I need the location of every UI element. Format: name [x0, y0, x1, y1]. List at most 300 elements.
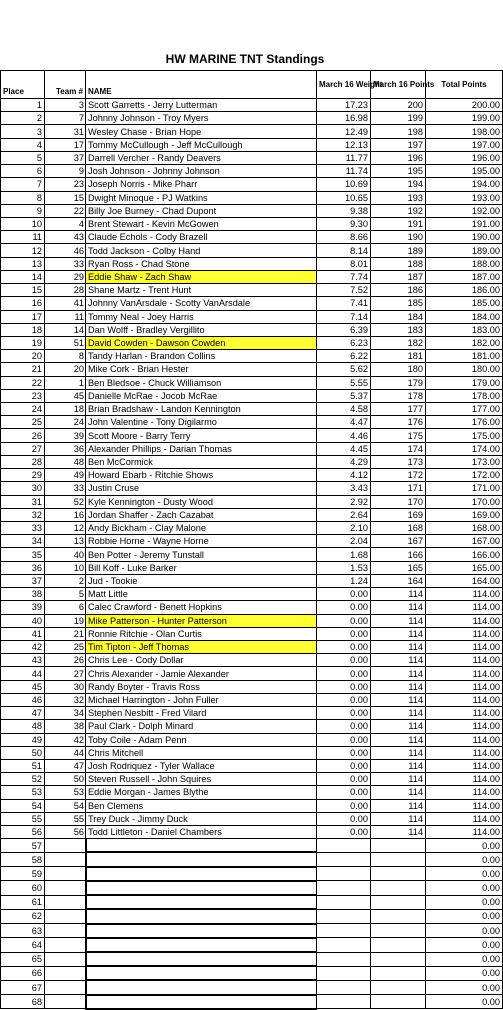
weight-cell: 0.00 [317, 667, 371, 680]
total-cell: 187.00 [426, 270, 503, 283]
points-cell [371, 952, 426, 966]
name-cell: Justin Cruse [86, 482, 317, 495]
weight-cell: 5.62 [317, 363, 371, 376]
weight-cell: 1.68 [317, 548, 371, 561]
name-cell: Eddie Morgan - James Blythe [86, 786, 317, 799]
header-name: NAME [86, 71, 317, 99]
points-cell: 114 [371, 746, 426, 759]
team-cell: 9 [45, 165, 86, 178]
table-row [1, 574, 503, 587]
place-cell: 49 [1, 733, 45, 746]
name-cell: Todd Littleton - Daniel Chambers [86, 826, 317, 839]
place-cell: 17 [1, 310, 45, 323]
table-row [1, 867, 503, 881]
points-cell [371, 938, 426, 952]
points-cell: 182 [371, 336, 426, 349]
weight-cell: 0.00 [317, 707, 371, 720]
name-cell: Chris Mitchell [86, 746, 317, 759]
name-cell: Eddie Shaw - Zach Shaw [86, 270, 317, 283]
table-row [1, 548, 503, 561]
team-cell: 54 [45, 799, 86, 812]
points-cell [371, 980, 426, 994]
total-cell: 0.00 [426, 852, 503, 866]
place-cell: 46 [1, 693, 45, 706]
place-cell: 54 [1, 799, 45, 812]
points-cell: 177 [371, 403, 426, 416]
points-cell: 114 [371, 812, 426, 825]
weight-cell: 7.41 [317, 297, 371, 310]
points-cell: 170 [371, 495, 426, 508]
place-cell: 11 [1, 231, 45, 244]
team-cell: 7 [45, 112, 86, 125]
weight-cell: 8.01 [317, 257, 371, 270]
name-cell: Darrell Vercher - Randy Deavers [86, 151, 317, 164]
weight-cell: 1.24 [317, 574, 371, 587]
weight-cell [317, 952, 371, 966]
team-cell: 8 [45, 350, 86, 363]
table-row [1, 839, 503, 853]
points-cell [371, 995, 426, 1009]
table-row [1, 284, 503, 297]
points-cell: 172 [371, 469, 426, 482]
weight-cell: 10.65 [317, 191, 371, 204]
total-cell: 114.00 [426, 720, 503, 733]
team-cell [45, 839, 86, 853]
weight-cell [317, 909, 371, 923]
points-cell: 185 [371, 297, 426, 310]
team-cell: 51 [45, 336, 86, 349]
total-cell: 0.00 [426, 924, 503, 938]
total-cell: 165.00 [426, 561, 503, 574]
place-cell: 52 [1, 773, 45, 786]
table-row [1, 759, 503, 772]
table-row [1, 125, 503, 138]
points-cell [371, 867, 426, 881]
points-cell: 114 [371, 826, 426, 839]
table-row [1, 99, 503, 112]
points-cell [371, 852, 426, 866]
total-cell: 0.00 [426, 881, 503, 895]
team-cell: 53 [45, 786, 86, 799]
total-cell: 172.00 [426, 469, 503, 482]
header-place: Place [1, 71, 45, 99]
weight-cell: 2.04 [317, 535, 371, 548]
table-row [1, 680, 503, 693]
table-row [1, 323, 503, 336]
place-cell: 9 [1, 204, 45, 217]
total-cell: 168.00 [426, 522, 503, 535]
points-cell: 114 [371, 759, 426, 772]
weight-cell: 7.52 [317, 284, 371, 297]
name-cell: Chris Alexander - Jamie Alexander [86, 667, 317, 680]
points-cell: 181 [371, 350, 426, 363]
table-row [1, 980, 503, 994]
weight-cell: 0.00 [317, 614, 371, 627]
place-cell: 22 [1, 376, 45, 389]
total-cell: 198.00 [426, 125, 503, 138]
table-row [1, 924, 503, 938]
total-cell: 195.00 [426, 165, 503, 178]
table-row [1, 138, 503, 151]
weight-cell [317, 881, 371, 895]
standings-table [0, 70, 503, 1010]
weight-cell: 4.58 [317, 403, 371, 416]
team-cell: 26 [45, 654, 86, 667]
table-row [1, 217, 503, 230]
total-cell: 189.00 [426, 244, 503, 257]
total-cell: 0.00 [426, 995, 503, 1009]
weight-cell: 17.23 [317, 99, 371, 112]
weight-cell: 16.98 [317, 112, 371, 125]
points-cell: 188 [371, 257, 426, 270]
points-cell: 193 [371, 191, 426, 204]
team-cell [45, 881, 86, 895]
weight-cell: 0.00 [317, 786, 371, 799]
name-cell: Paul Clark - Dolph Minard [86, 720, 317, 733]
total-cell: 0.00 [426, 909, 503, 923]
name-cell: Ryan Ross - Chad Stone [86, 257, 317, 270]
place-cell: 7 [1, 178, 45, 191]
points-cell: 191 [371, 217, 426, 230]
points-cell: 186 [371, 284, 426, 297]
weight-cell: 10.69 [317, 178, 371, 191]
table-row [1, 561, 503, 574]
name-cell: Claude Echols - Cody Brazell [86, 231, 317, 244]
points-cell: 175 [371, 429, 426, 442]
table-row [1, 654, 503, 667]
table-row [1, 812, 503, 825]
total-cell: 0.00 [426, 839, 503, 853]
weight-cell [317, 839, 371, 853]
place-cell: 41 [1, 627, 45, 640]
weight-cell: 0.00 [317, 640, 371, 653]
table-row [1, 416, 503, 429]
name-cell: Alexander Phillips - Darian Thomas [86, 442, 317, 455]
name-cell [86, 881, 317, 895]
name-cell: Michael Harrington - John Fuller [86, 693, 317, 706]
header-weight: March 16 Weight [317, 71, 371, 99]
weight-cell: 0.00 [317, 627, 371, 640]
header-team: Team # [45, 71, 86, 99]
name-cell [86, 966, 317, 980]
weight-cell: 4.29 [317, 455, 371, 468]
table-row [1, 310, 503, 323]
place-cell: 51 [1, 759, 45, 772]
total-cell: 190.00 [426, 231, 503, 244]
team-cell: 56 [45, 826, 86, 839]
place-cell: 35 [1, 548, 45, 561]
total-cell: 199.00 [426, 112, 503, 125]
team-cell: 30 [45, 680, 86, 693]
points-cell [371, 839, 426, 853]
name-cell: Josh Rodriquez - Tyler Wallace [86, 759, 317, 772]
name-cell: Stephen Nesbitt - Fred Vilard [86, 707, 317, 720]
team-cell [45, 980, 86, 994]
weight-cell: 8.66 [317, 231, 371, 244]
points-cell: 114 [371, 627, 426, 640]
points-cell: 195 [371, 165, 426, 178]
points-cell: 183 [371, 323, 426, 336]
points-cell: 187 [371, 270, 426, 283]
total-cell: 114.00 [426, 640, 503, 653]
place-cell: 19 [1, 336, 45, 349]
total-cell: 193.00 [426, 191, 503, 204]
name-cell: Dwight Minoque - PJ Watkins [86, 191, 317, 204]
name-cell: Bill Koff - Luke Barker [86, 561, 317, 574]
place-cell: 23 [1, 389, 45, 402]
place-cell: 57 [1, 839, 45, 853]
place-cell: 63 [1, 924, 45, 938]
total-cell: 114.00 [426, 667, 503, 680]
team-cell: 45 [45, 389, 86, 402]
place-cell: 5 [1, 151, 45, 164]
table-row [1, 640, 503, 653]
points-cell: 114 [371, 720, 426, 733]
weight-cell [317, 924, 371, 938]
place-cell: 28 [1, 455, 45, 468]
weight-cell: 2.10 [317, 522, 371, 535]
weight-cell: 3.43 [317, 482, 371, 495]
name-cell [86, 980, 317, 994]
total-cell: 194.00 [426, 178, 503, 191]
total-cell: 114.00 [426, 654, 503, 667]
place-cell: 12 [1, 244, 45, 257]
team-cell: 4 [45, 217, 86, 230]
team-cell: 11 [45, 310, 86, 323]
table-row [1, 376, 503, 389]
total-cell: 114.00 [426, 693, 503, 706]
name-cell: Todd Jackson - Colby Hand [86, 244, 317, 257]
place-cell: 15 [1, 284, 45, 297]
team-cell: 2 [45, 574, 86, 587]
points-cell: 184 [371, 310, 426, 323]
weight-cell [317, 995, 371, 1009]
table-row [1, 151, 503, 164]
weight-cell: 0.00 [317, 601, 371, 614]
team-cell: 12 [45, 522, 86, 535]
total-cell: 166.00 [426, 548, 503, 561]
table-row [1, 952, 503, 966]
name-cell: Toby Coile - Adam Penn [86, 733, 317, 746]
team-cell: 34 [45, 707, 86, 720]
points-cell: 171 [371, 482, 426, 495]
table-row [1, 895, 503, 909]
table-row [1, 336, 503, 349]
weight-cell: 7.74 [317, 270, 371, 283]
points-cell: 114 [371, 601, 426, 614]
weight-cell: 12.13 [317, 138, 371, 151]
weight-cell: 5.37 [317, 389, 371, 402]
name-cell [86, 839, 317, 853]
team-cell: 48 [45, 455, 86, 468]
team-cell [45, 852, 86, 866]
total-cell: 167.00 [426, 535, 503, 548]
place-cell: 66 [1, 966, 45, 980]
place-cell: 2 [1, 112, 45, 125]
points-cell: 196 [371, 151, 426, 164]
team-cell: 50 [45, 773, 86, 786]
page-title: HW MARINE TNT Standings [165, 52, 325, 66]
total-cell: 114.00 [426, 786, 503, 799]
weight-cell: 7.14 [317, 310, 371, 323]
place-cell: 4 [1, 138, 45, 151]
table-row [1, 746, 503, 759]
points-cell: 168 [371, 522, 426, 535]
team-cell: 38 [45, 720, 86, 733]
total-cell: 114.00 [426, 707, 503, 720]
points-cell: 114 [371, 693, 426, 706]
total-cell: 0.00 [426, 938, 503, 952]
table-row [1, 191, 503, 204]
weight-cell: 0.00 [317, 759, 371, 772]
name-cell: Andy Bickham - Clay Malone [86, 522, 317, 535]
points-cell: 114 [371, 680, 426, 693]
name-cell: Trey Duck - Jimmy Duck [86, 812, 317, 825]
weight-cell: 2.64 [317, 508, 371, 521]
table-row [1, 707, 503, 720]
team-cell: 22 [45, 204, 86, 217]
name-cell [86, 909, 317, 923]
points-cell: 165 [371, 561, 426, 574]
team-cell: 25 [45, 640, 86, 653]
team-cell: 19 [45, 614, 86, 627]
name-cell: Shane Martz - Trent Hunt [86, 284, 317, 297]
points-cell: 114 [371, 733, 426, 746]
team-cell: 23 [45, 178, 86, 191]
team-cell: 21 [45, 627, 86, 640]
weight-cell: 0.00 [317, 693, 371, 706]
place-cell: 40 [1, 614, 45, 627]
weight-cell: 11.77 [317, 151, 371, 164]
weight-cell: 6.39 [317, 323, 371, 336]
table-row [1, 720, 503, 733]
team-cell: 15 [45, 191, 86, 204]
team-cell: 18 [45, 403, 86, 416]
total-cell: 191.00 [426, 217, 503, 230]
weight-cell: 1.53 [317, 561, 371, 574]
place-cell: 37 [1, 574, 45, 587]
weight-cell: 11.74 [317, 165, 371, 178]
place-cell: 39 [1, 601, 45, 614]
points-cell: 114 [371, 614, 426, 627]
table-row [1, 826, 503, 839]
total-cell: 114.00 [426, 614, 503, 627]
total-cell: 175.00 [426, 429, 503, 442]
place-cell: 60 [1, 881, 45, 895]
name-cell: Robbie Horne - Wayne Horne [86, 535, 317, 548]
place-cell: 30 [1, 482, 45, 495]
total-cell: 114.00 [426, 746, 503, 759]
name-cell: Billy Joe Burney - Chad Dupont [86, 204, 317, 217]
team-cell [45, 895, 86, 909]
points-cell: 166 [371, 548, 426, 561]
name-cell: Randy Boyter - Travis Ross [86, 680, 317, 693]
place-cell: 50 [1, 746, 45, 759]
table-row [1, 786, 503, 799]
place-cell: 36 [1, 561, 45, 574]
weight-cell: 4.47 [317, 416, 371, 429]
points-cell: 176 [371, 416, 426, 429]
name-cell [86, 952, 317, 966]
total-cell: 114.00 [426, 680, 503, 693]
team-cell [45, 938, 86, 952]
name-cell: Tommy Neal - Joey Harris [86, 310, 317, 323]
total-cell: 182.00 [426, 336, 503, 349]
table-row [1, 403, 503, 416]
team-cell: 1 [45, 376, 86, 389]
total-cell: 200.00 [426, 99, 503, 112]
total-cell: 114.00 [426, 588, 503, 601]
points-cell [371, 966, 426, 980]
table-row [1, 522, 503, 535]
weight-cell: 0.00 [317, 773, 371, 786]
name-cell: David Cowden - Dawson Cowden [86, 336, 317, 349]
place-cell: 42 [1, 640, 45, 653]
total-cell: 177.00 [426, 403, 503, 416]
table-row [1, 909, 503, 923]
name-cell [86, 995, 317, 1009]
table-row [1, 270, 503, 283]
team-cell: 46 [45, 244, 86, 257]
total-cell: 186.00 [426, 284, 503, 297]
weight-cell: 0.00 [317, 588, 371, 601]
place-cell: 3 [1, 125, 45, 138]
weight-cell [317, 938, 371, 952]
points-cell: 179 [371, 376, 426, 389]
points-cell: 167 [371, 535, 426, 548]
place-cell: 45 [1, 680, 45, 693]
points-cell: 178 [371, 389, 426, 402]
name-cell: Mike Patterson - Hunter Patterson [86, 614, 317, 627]
table-row [1, 178, 503, 191]
points-cell: 114 [371, 654, 426, 667]
table-row [1, 966, 503, 980]
total-cell: 192.00 [426, 204, 503, 217]
table-row [1, 508, 503, 521]
table-row [1, 588, 503, 601]
points-cell: 199 [371, 112, 426, 125]
total-cell: 197.00 [426, 138, 503, 151]
team-cell: 17 [45, 138, 86, 151]
name-cell: Jordan Shaffer - Zach Cazabat [86, 508, 317, 521]
place-cell: 58 [1, 852, 45, 866]
place-cell: 56 [1, 826, 45, 839]
team-cell [45, 867, 86, 881]
place-cell: 29 [1, 469, 45, 482]
weight-cell: 0.00 [317, 733, 371, 746]
table-row [1, 363, 503, 376]
team-cell: 24 [45, 416, 86, 429]
points-cell: 114 [371, 786, 426, 799]
name-cell: Ben Clemens [86, 799, 317, 812]
place-cell: 1 [1, 99, 45, 112]
place-cell: 27 [1, 442, 45, 455]
table-row [1, 297, 503, 310]
points-cell: 164 [371, 574, 426, 587]
place-cell: 25 [1, 416, 45, 429]
name-cell: Wesley Chase - Brian Hope [86, 125, 317, 138]
points-cell: 200 [371, 99, 426, 112]
total-cell: 170.00 [426, 495, 503, 508]
weight-cell: 4.12 [317, 469, 371, 482]
name-cell: Howard Ebarb - Ritchie Shows [86, 469, 317, 482]
header-row [1, 71, 503, 99]
points-cell: 197 [371, 138, 426, 151]
name-cell: Tim Tipton - Jeff Thomas [86, 640, 317, 653]
team-cell: 14 [45, 323, 86, 336]
team-cell [45, 966, 86, 980]
team-cell: 13 [45, 535, 86, 548]
